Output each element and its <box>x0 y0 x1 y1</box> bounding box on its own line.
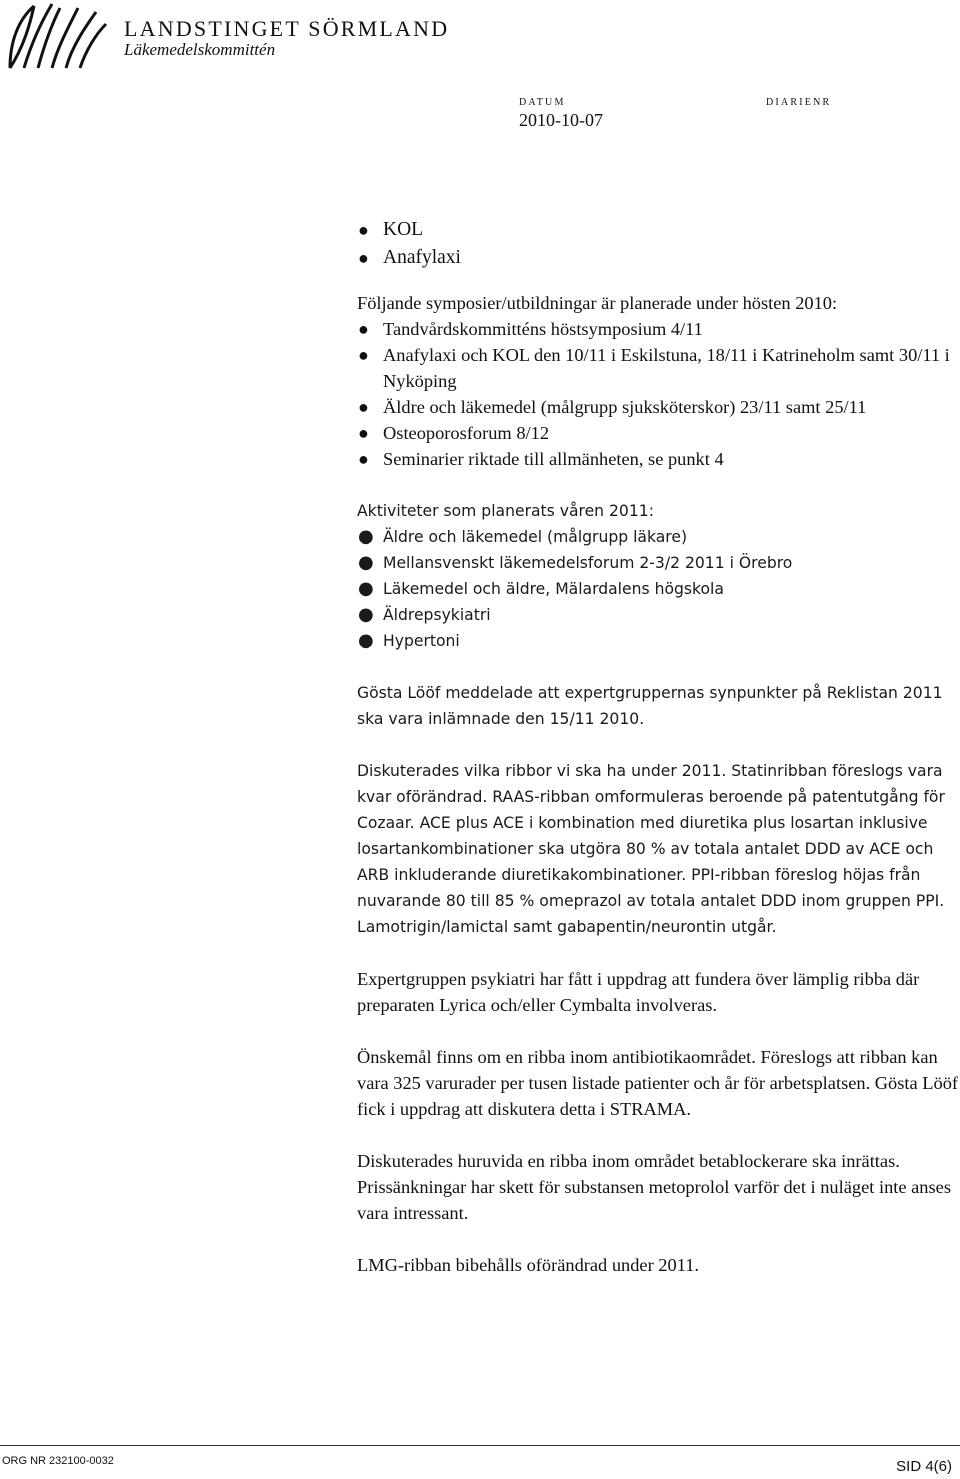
org-subtitle: Läkemedelskommittén <box>124 40 276 59</box>
list-item: ● Mellansvenskt läkemedelsforum 2-3/2 2011 i Örebro <box>357 550 959 576</box>
footer-divider <box>0 1445 960 1446</box>
list-item: ● Anafylaxi och KOL den 10/11 i Eskilstuna, 18/11 i Katrineholm samt 30/11 i Nyköping <box>357 342 959 394</box>
org-name: LANDSTINGET SÖRMLAND <box>124 16 450 41</box>
bullet-icon: ● <box>358 319 369 339</box>
list-item: ● Tandvårdskommitténs höstsymposium 4/11 <box>357 316 959 342</box>
paragraph-reklistan: Gösta Lööf meddelade att expertgruppernas synpunkter på Reklistan 2011 ska vara inlämnade den 15/11 2010. <box>357 684 943 728</box>
bullet-icon: ● <box>358 578 374 599</box>
list-item: ● Osteoporosforum 8/12 <box>357 420 959 446</box>
bullet-icon: ● <box>358 423 369 443</box>
fall-intro: Följande symposier/utbildningar är planerade under hösten 2010: <box>357 293 838 313</box>
list-item: ● Äldrepsykiatri <box>357 602 959 628</box>
bullet-icon: ● <box>358 397 369 417</box>
spring-list <box>357 524 959 654</box>
topic-list <box>357 216 959 272</box>
bullet-icon: ● <box>358 526 374 547</box>
list-item: ● Läkemedel och äldre, Mälardalens högskola <box>357 576 959 602</box>
paragraph-ribbor: Diskuterades vilka ribbor vi ska ha under 2011. Statinribban föreslogs vara kvar oförändrad. RAAS-ribban omformuleras beroende på patentutgång för Cozaar. ACE plus ACE i kombination med diuretika plus losartan inklusive losartankombinationer ska utgöra 80 % av totala antalet DDD av ACE och ARB inkluderande diuretikakombinationer. PPI-ribban föreslog höjas från nuvarande 80 till 85 % omeprazol av totala antalet DDD inom gruppen PPI. Lamotrigin/lamictal samt gabapentin/neurontin utgår. <box>357 762 945 936</box>
landsting-logo <box>4 2 108 70</box>
bullet-icon: ● <box>358 630 374 651</box>
document-body <box>357 216 959 1278</box>
list-item: ● Hypertoni <box>357 628 959 654</box>
footer-org-number: ORG NR 232100-0032 <box>2 1455 114 1467</box>
list-item: ● Seminarier riktade till allmänheten, se punkt 4 <box>357 446 959 472</box>
diarienr-label: DIARIENR <box>766 97 832 108</box>
document-date: 2010-10-07 <box>519 110 603 130</box>
paragraph-antibiotika: Önskemål finns om en ribba inom antibiotikaområdet. Föreslogs att ribban kan vara 325 varurader per tusen listade patienter och år för arbetsplatsen. Gösta Lööf fick i uppdrag att diskutera detta i STRAMA. <box>357 1047 959 1119</box>
bullet-icon: ● <box>358 248 369 268</box>
bullet-icon: ● <box>358 220 369 240</box>
paragraph-betablockerare: Diskuterades huruvida en ribba inom området betablockerare ska inrättas. Prissänkningar har skett för substansen metoprolol varför det i nuläget inte anses vara intressant. <box>357 1151 951 1223</box>
bullet-icon: ● <box>358 604 374 625</box>
spring-intro: Aktiviteter som planerats våren 2011: <box>357 502 654 520</box>
spring-section <box>357 498 959 940</box>
footer-page-number: SID 4(6) <box>896 1458 952 1475</box>
fall-list <box>357 316 959 472</box>
bullet-icon: ● <box>358 449 369 469</box>
list-item: ● Anafylaxi <box>357 244 959 272</box>
list-item: ● Äldre och läkemedel (målgrupp sjuksköterskor) 23/11 samt 25/11 <box>357 394 959 420</box>
list-item: ● KOL <box>357 216 959 244</box>
bullet-icon: ● <box>358 345 369 365</box>
paragraph-psykiatri: Expertgruppen psykiatri har fått i uppdrag att fundera över lämplig ribba där preparaten Lyrica och/eller Cymbalta involveras. <box>357 969 920 1015</box>
list-item: ● Äldre och läkemedel (målgrupp läkare) <box>357 524 959 550</box>
paragraph-lmg: LMG-ribban bibehålls oförändrad under 2011. <box>357 1255 700 1275</box>
date-label: DATUM <box>519 97 566 108</box>
bullet-icon: ● <box>358 552 374 573</box>
